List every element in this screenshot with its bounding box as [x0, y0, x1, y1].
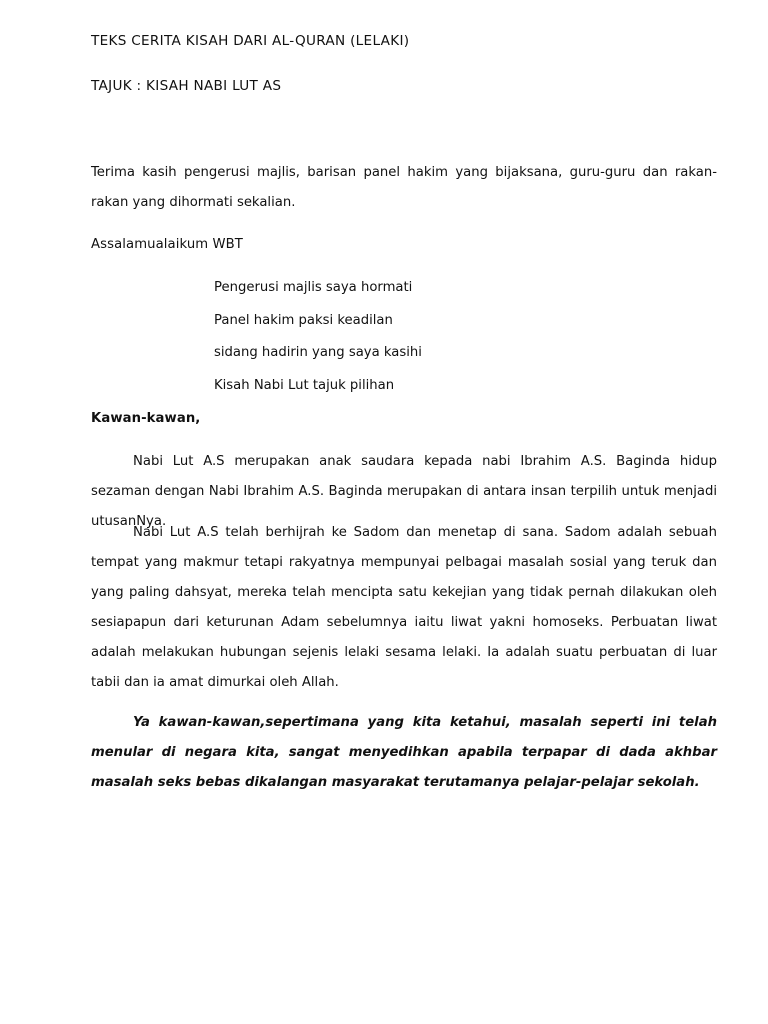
emphasis-paragraph: Ya kawan-kawan,sepertimana yang kita ketahui, masalah seperti ini telah menular di negara kita, sangat menyedihkan apabila terpapar di dada akhbar masalah seks bebas dikalangan masyarakat terutamanya pelajar-pelajar sekolah.	[91, 715, 717, 790]
poem-line: Kisah Nabi Lut tajuk pilihan	[214, 378, 395, 393]
address-heading: Kawan-kawan,	[91, 411, 201, 426]
opening-paragraph: Terima kasih pengerusi majlis, barisan panel hakim yang bijaksana, guru-guru dan rakan-rakan yang dihormati sekalian.	[91, 165, 717, 210]
poem-line: Pengerusi majlis saya hormati	[214, 280, 413, 295]
body-paragraph: Nabi Lut A.S merupakan anak saudara kepada nabi Ibrahim A.S. Baginda hidup sezaman dengan Nabi Ibrahim A.S. Baginda merupakan di antara insan terpilih untuk menjadi utusanNya.	[91, 454, 717, 529]
body-paragraph: Nabi Lut A.S telah berhijrah ke Sadom dan menetap di sana. Sadom adalah sebuah tempat yang makmur tetapi rakyatnya mempunyai pelbagai masalah sosial yang teruk dan yang paling dahsyat, mereka telah mencipta satu kekejian yang tidak pernah dilakukan oleh sesiapapun dari keturunan Adam sebelumnya iaitu liwat yakni homoseks. Perbuatan liwat adalah melakukan hubungan sejenis lelaki sesama lelaki. Ia adalah suatu perbuatan di luar tabii dan ia amat dimurkai oleh Allah.	[91, 525, 717, 690]
greeting: Assalamualaikum WBT	[91, 237, 243, 252]
poem-line: sidang hadirin yang saya kasihi	[214, 345, 422, 360]
document-header-title: TEKS CERITA KISAH DARI AL-QURAN (LELAKI)	[91, 33, 410, 49]
poem-line: Panel hakim paksi keadilan	[214, 313, 393, 328]
document-topic: TAJUK : KISAH NABI LUT AS	[91, 78, 282, 94]
